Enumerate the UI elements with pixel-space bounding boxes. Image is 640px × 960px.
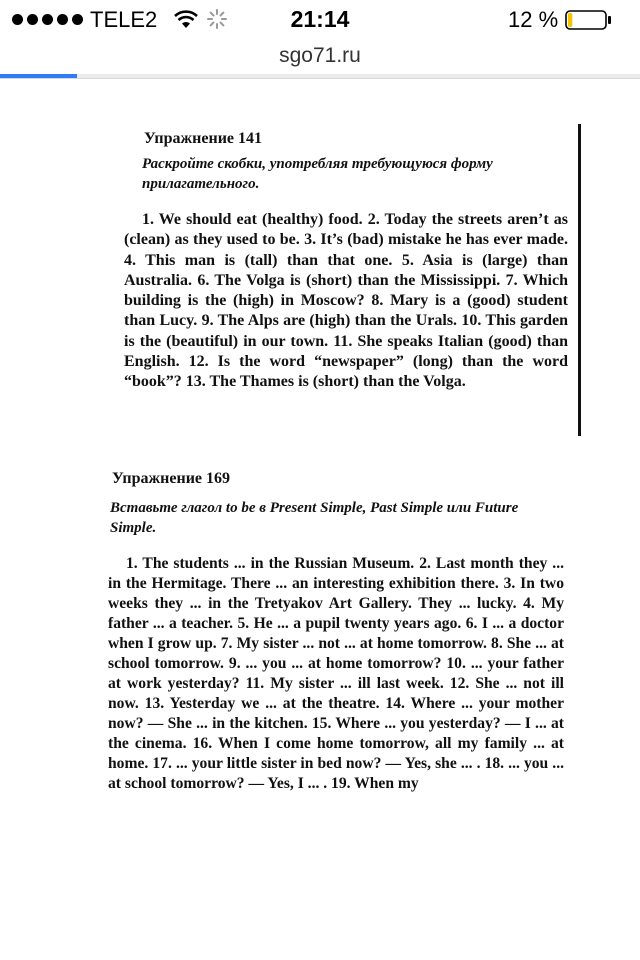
scan-page-edge xyxy=(578,124,581,436)
scanned-page-exercise-141 xyxy=(118,120,580,436)
scanned-page-exercise-169 xyxy=(108,466,568,866)
exercise-instruction: Вставьте глагол to be в Present Simple, Past Simple или Future Simple. xyxy=(110,500,519,536)
toolbar-divider xyxy=(0,78,640,79)
address-bar-url[interactable]: sgo71.ru xyxy=(279,44,361,67)
status-bar xyxy=(0,0,640,40)
battery-icon xyxy=(565,10,613,30)
exercise-title: Упражнение 141 xyxy=(144,130,263,147)
exercise-instruction: Раскройте скобки, употребляя требующуюся форму прилагательного. xyxy=(142,156,493,192)
clock: 21:14 xyxy=(290,6,350,32)
exercise-text: 1. We should eat (healthy) food. 2. Today the streets aren’t as (clean) as they used to be. 3. It’s (bad) mistake he has ever made. 4. This man is (tall) than that one. 5. Asia is (large) than Australia. 6. The Volga is (short) than the Mississippi. 7. Which building is the (high) in Moscow? 8. Mary is a (good) student than Lucy. 9. The Alps are (high) than the Urals. 10. This garden is the (beautiful) in our town. 11. She speaks Italian (good) than English. 12. Is the word “newspaper” (long) than the word “book”? 13. The Thames is (short) than the Volga. xyxy=(124,211,568,391)
exercise-text: 1. The students ... in the Russian Museum. 2. Last month they ... in the Hermitage. There ... an interesting exhibition there. 3. In two weeks they ... in the Tretyakov Art Gallery. They ... lucky. 4. My father ... a teacher. 5. He ... a pupil twenty years ago. 6. I ... a doctor when I grow up. 7. My sister ... not ... at home tomorrow. 8. She ... at school tomorrow. 9. ... you ... at home tomorrow? 10. ... your father at work yesterday? 11. My sister ... ill last week. 12. She ... not ill now. 13. Yesterday we ... at the theatre. 14. Where ... your mother now? — She ... in the kitchen. 15. Where ... you yesterday? — I ... at the cinema. 16. When I come home tomorrow, all my family ... at home. 17. ... your little sister in bed now? — Yes, she ... . 18. ... you ... at school tomorrow? — Yes, I ... . 19. When my xyxy=(108,555,564,792)
battery-level-fill xyxy=(568,13,572,27)
battery-percent: 12 % xyxy=(508,7,559,32)
exercise-title: Упражнение 169 xyxy=(112,470,231,487)
carrier-name: TELE2 xyxy=(90,7,158,32)
